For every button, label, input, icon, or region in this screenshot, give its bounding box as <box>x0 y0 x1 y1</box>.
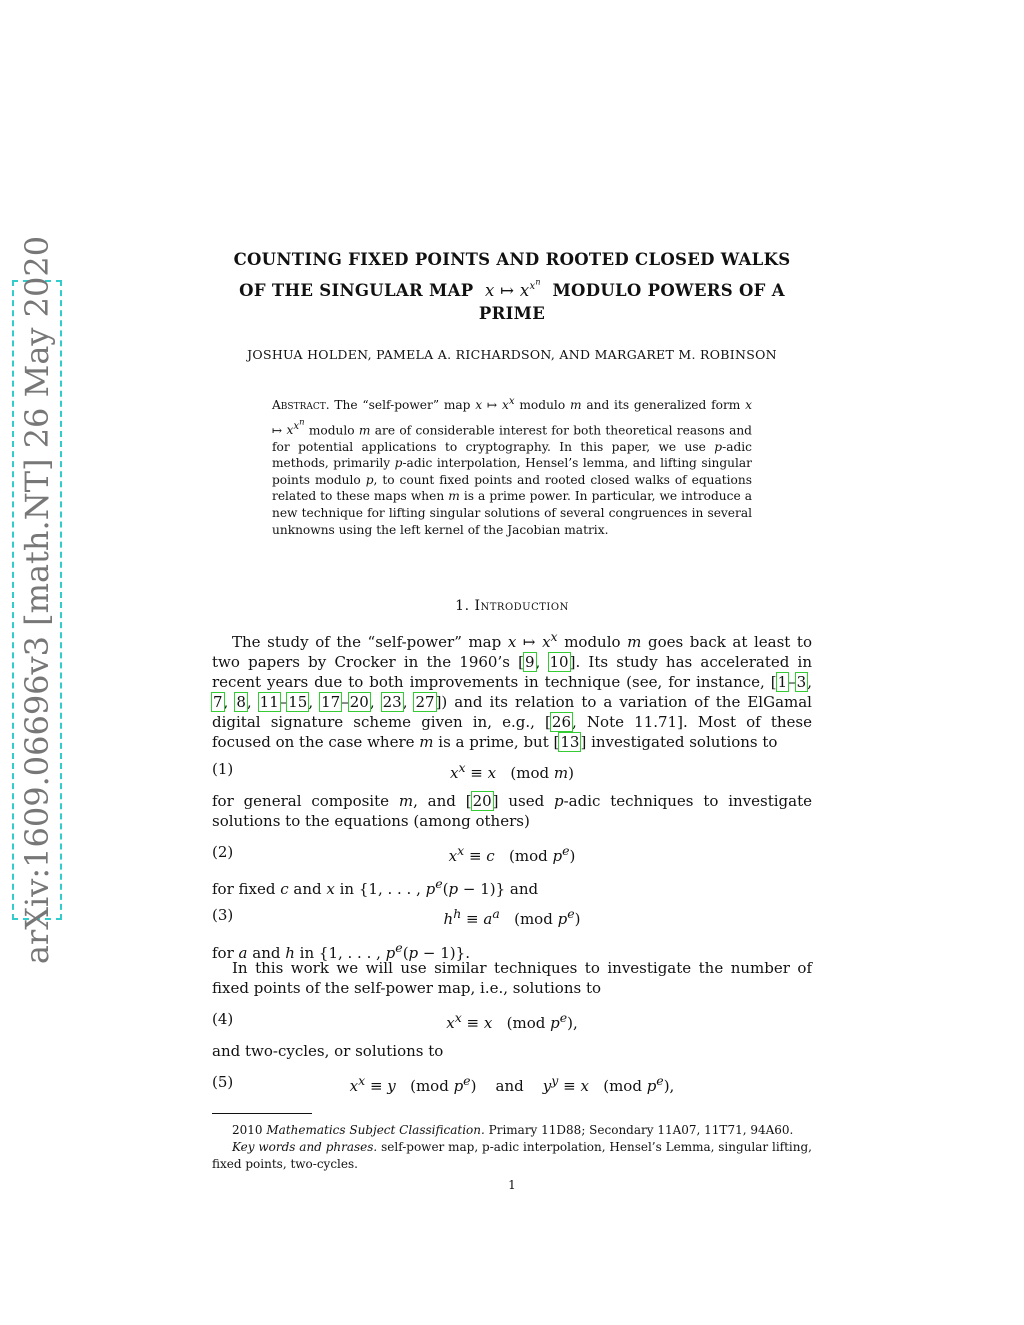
citation-link[interactable]: 9 <box>524 653 535 671</box>
citation-link[interactable]: 3 <box>796 673 807 691</box>
citation-link[interactable]: 15 <box>288 693 308 711</box>
citation-link[interactable]: 1 <box>777 673 788 691</box>
title-line-2-post: MODULO POWERS OF A <box>552 280 785 300</box>
section-number: 1. <box>455 598 470 614</box>
citation-link[interactable]: 26 <box>551 713 572 731</box>
section-name: Introduction <box>474 598 569 614</box>
citation-link[interactable]: 11 <box>259 693 279 711</box>
citation-link[interactable]: 10 <box>549 653 569 671</box>
footnote-keywords <box>212 1139 812 1173</box>
intro-paragraph-4: for a and h in {1, . . . , $p^e(p - 1)$}. <box>212 940 470 962</box>
title-line-2-pre: OF THE SINGULAR MAP <box>239 280 474 300</box>
title-line-3: PRIME <box>478 303 546 323</box>
intro-paragraph-3: for fixed c and x in {1, . . . , $p^e(p - 1)$} and <box>212 876 539 898</box>
author-list: JOSHUA HOLDEN, PAMELA A. RICHARDSON, AND MARGARET M. ROBINSON <box>247 347 777 362</box>
title-line-1: COUNTING FIXED POINTS AND ROOTED CLOSED WALKS <box>233 250 791 269</box>
footnote-keywords-label: Key words and phrases. <box>232 1140 378 1154</box>
paper-title <box>200 248 824 325</box>
section-heading <box>200 598 824 614</box>
footnote-year: 2010 <box>232 1123 263 1137</box>
abstract-label: Abstract. <box>272 398 330 413</box>
citation-link[interactable]: 27 <box>415 693 435 711</box>
equation-number: (4) <box>212 1010 234 1028</box>
equation-number: (1) <box>212 760 234 778</box>
arxiv-identifier[interactable]: arXiv:1609.06696v3 [math.NT] 26 May 2020 <box>18 235 56 965</box>
equation-5: (5) $x^x \equiv y$ (mod $p^e$) and $y^y \equiv x$ (mod $p^e$), <box>212 1073 675 1095</box>
footnote <box>212 1122 812 1173</box>
citation-link[interactable]: 20 <box>349 693 369 711</box>
equation-number: (2) <box>212 843 234 861</box>
footnote-keywords-text: self-power map, p-adic interpolation, Hensel’s Lemma, singular lifting, fixed points, two-cycles. <box>212 1140 812 1171</box>
equation-3: (3) $h^h \equiv a^a$ (mod $p^e$) <box>212 906 581 928</box>
intro-paragraph-2: for general composite m, and [20] used p-adic techniques to investigate solutions to the equations (among others) <box>212 792 812 830</box>
citation-link[interactable]: 17 <box>321 693 341 711</box>
footnote-msc <box>212 1122 812 1139</box>
citation-link[interactable]: 23 <box>382 693 402 711</box>
footnote-msc-text: Primary 11D88; Secondary 11A07, 11T71, 94A60. <box>488 1123 794 1137</box>
equation-number: (3) <box>212 906 234 924</box>
equation-number: (5) <box>212 1073 234 1091</box>
citation-link[interactable]: 13 <box>560 733 580 751</box>
equation-2: (2) $x^x \equiv c$ (mod $p^e$) <box>212 843 576 865</box>
footnote-msc-label: Mathematics Subject Classification. <box>266 1123 485 1137</box>
footnote-rule <box>212 1113 312 1114</box>
intro-paragraph-5: In this work we will use similar techniques to investigate the number of fixed points of the self-power map, i.e., solutions to <box>212 959 812 997</box>
intro-paragraph-1: The study of the “self-power” map x ↦ $x^x$ modulo m goes back at least to two papers by Crocker in the 1960’s [9, 10]. Its study has accelerated in recent years due to both improvements in technique (see, for instance, [1–3, 7, 8, 11–15, 17–20, 23, 27]) and its relation to a variation of the ElGamal digital signature scheme given in, e.g., [26, Note 11.71]. Most of these focused on the case where m is a prime, but [13] investigated solutions to <box>212 629 812 751</box>
page-number: 1 <box>508 1178 516 1192</box>
abstract: Abstract. The “self-power” map x ↦ $x^x$ modulo m and its generalized form x ↦ $x^{x^n}$ modulo m are of considerable interest for both theoretical reasons and for potential applications to cryptography. In this paper, we use p-adic methods, primarily p-adic interpolation, Hensel’s lemma, and lifting singular points modulo p, to count fixed points and rooted closed walks of equations related to these maps when m is a prime power. In particular, we introduce a new technique for lifting singular solutions of several congruences in several unknowns using the left kernel of the Jacobian matrix. <box>272 396 753 537</box>
title-line-2: OF THE SINGULAR MAP x ↦ $x^{x^n}$ MODULO POWERS OF A <box>239 278 785 300</box>
citation-link[interactable]: 7 <box>213 693 223 711</box>
citation-link[interactable]: 20 <box>472 792 492 810</box>
equation-4: (4) $x^x \equiv x$ (mod $p^e$), <box>212 1010 578 1032</box>
citation-link[interactable]: 8 <box>236 693 246 711</box>
equation-1: (1) $x^x \equiv x$ (mod m) <box>212 760 574 782</box>
intro-paragraph-6: and two-cycles, or solutions to <box>212 1042 444 1060</box>
